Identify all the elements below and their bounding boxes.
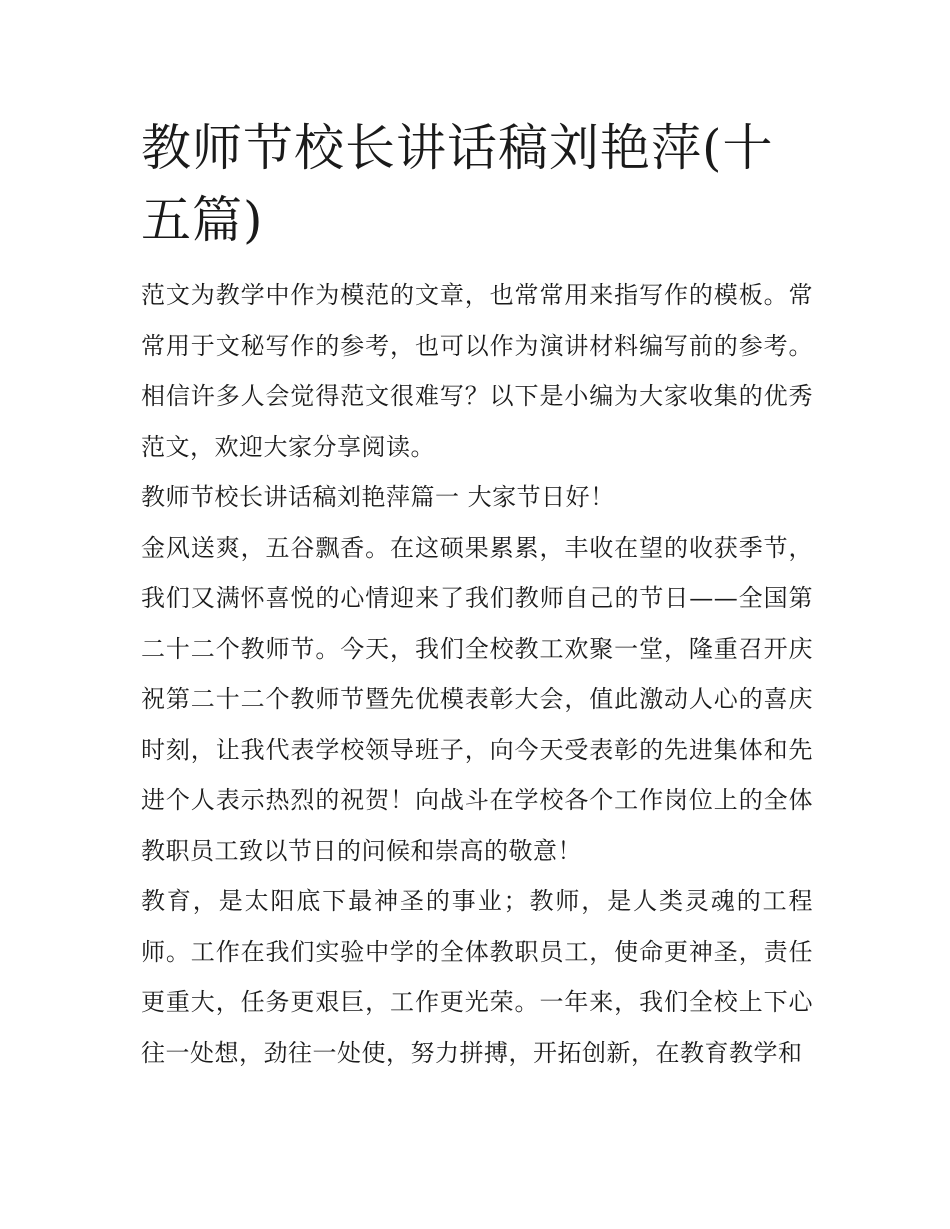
section-heading: 教师节校长讲话稿刘艳萍篇一 大家节日好！ (141, 483, 615, 511)
body-paragraph: 教育，是太阳底下最神圣的事业；教师，是人类灵魂的工程师。工作在我们实验中学的全体教职员工，使命更神圣，责任更重大，任务更艰巨，工作更光荣。一年来，我们全校上下心往一处想，劲往一处使，努力拼搏，开拓创新，在教育教学和 (141, 887, 813, 1067)
document-page (141, 112, 813, 1078)
body-paragraph: 金风送爽，五谷飘香。在这硕果累累，丰收在望的收获季节，我们又满怀喜悦的心情迎来了我们教师自己的节日——全国第二十二个教师节。今天，我们全校教工欢聚一堂，隆重召开庆祝第二十二个教师节暨先优模表彰大会，值此激动人心的喜庆时刻，让我代表学校领导班子，向今天受表彰的先进集体和先进个人表示热烈的祝贺！向战斗在学校各个工作岗位上的全体教职员工致以节日的问候和崇高的敬意！ (141, 533, 813, 865)
document-title: 教师节校长讲话稿刘艳萍(十五篇) (141, 119, 774, 249)
intro-paragraph: 范文为教学中作为模范的文章，也常常用来指写作的模板。常常用于文秘写作的参考，也可以作为演讲材料编写前的参考。相信许多人会觉得范文很难写？以下是小编为大家收集的优秀范文，欢迎大家分享阅读。 (141, 281, 813, 461)
